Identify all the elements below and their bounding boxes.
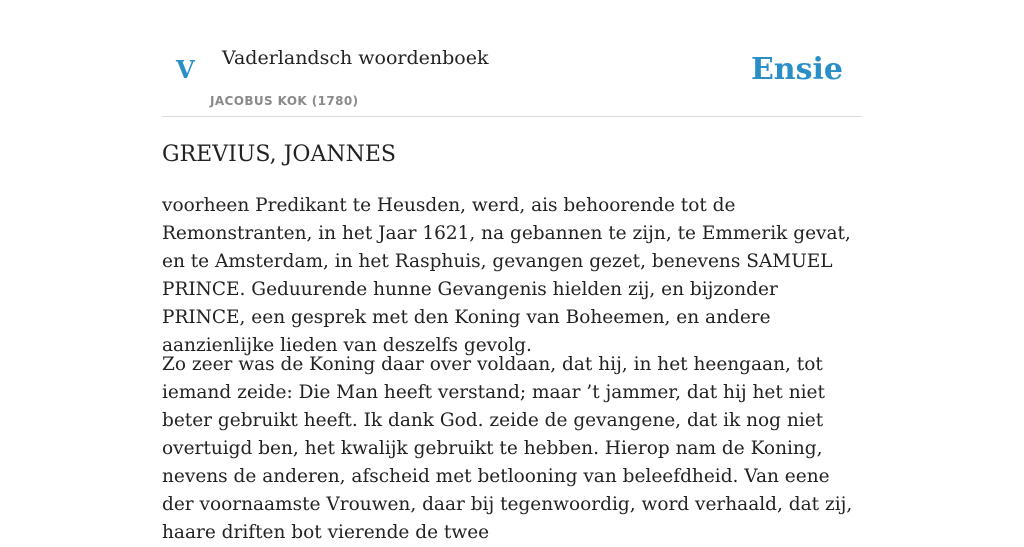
entry-paragraph-2: Zo zeer was de Koning daar over voldaan, dat hij, in het heengaan, tot iemand zeide: Die Man heeft verstand; maar ’t jammer, dat hij het niet beter gebruikt heeft. Ik dank God. zeide de gevangene, dat ik nog niet overtuigd ben, het kwalijk gebruikt te hebben. Hierop nam de Koning, nevens de anderen, afscheid met betlooning van beleefdheid. Van eene der voornaamste Vrouwen, daar bij tegenwoordig, word verhaald, dat zij, haare driften bot vierende de twee <box>162 354 853 543</box>
entry-title: GREVIUS, JOANNES <box>162 142 396 167</box>
book-title-link[interactable]: Vaderlandsch woordenboek <box>222 47 489 69</box>
entry-paragraph-1: voorheen Predikant te Heusden, werd, ais behoorende tot de Remonstranten, in het Jaar 1621, na gebannen te zijn, te Emmerik gevat, en te Amsterdam, in het Rasphuis, gevangen gezet, benevens SAMUEL PRINCE. Geduurende hunne Gevangenis hielden zij, en bijzonder PRINCE, een gesprek met den Koning van Boheemen, en andere aanzienlijke lieden van deszelfs gevolg. <box>162 195 851 356</box>
brand-logo-link[interactable]: Ensie <box>750 52 843 87</box>
header <box>162 0 862 117</box>
book-logo-letter[interactable]: V <box>176 55 195 84</box>
book-author: JACOBUS KOK (1780) <box>210 94 359 108</box>
